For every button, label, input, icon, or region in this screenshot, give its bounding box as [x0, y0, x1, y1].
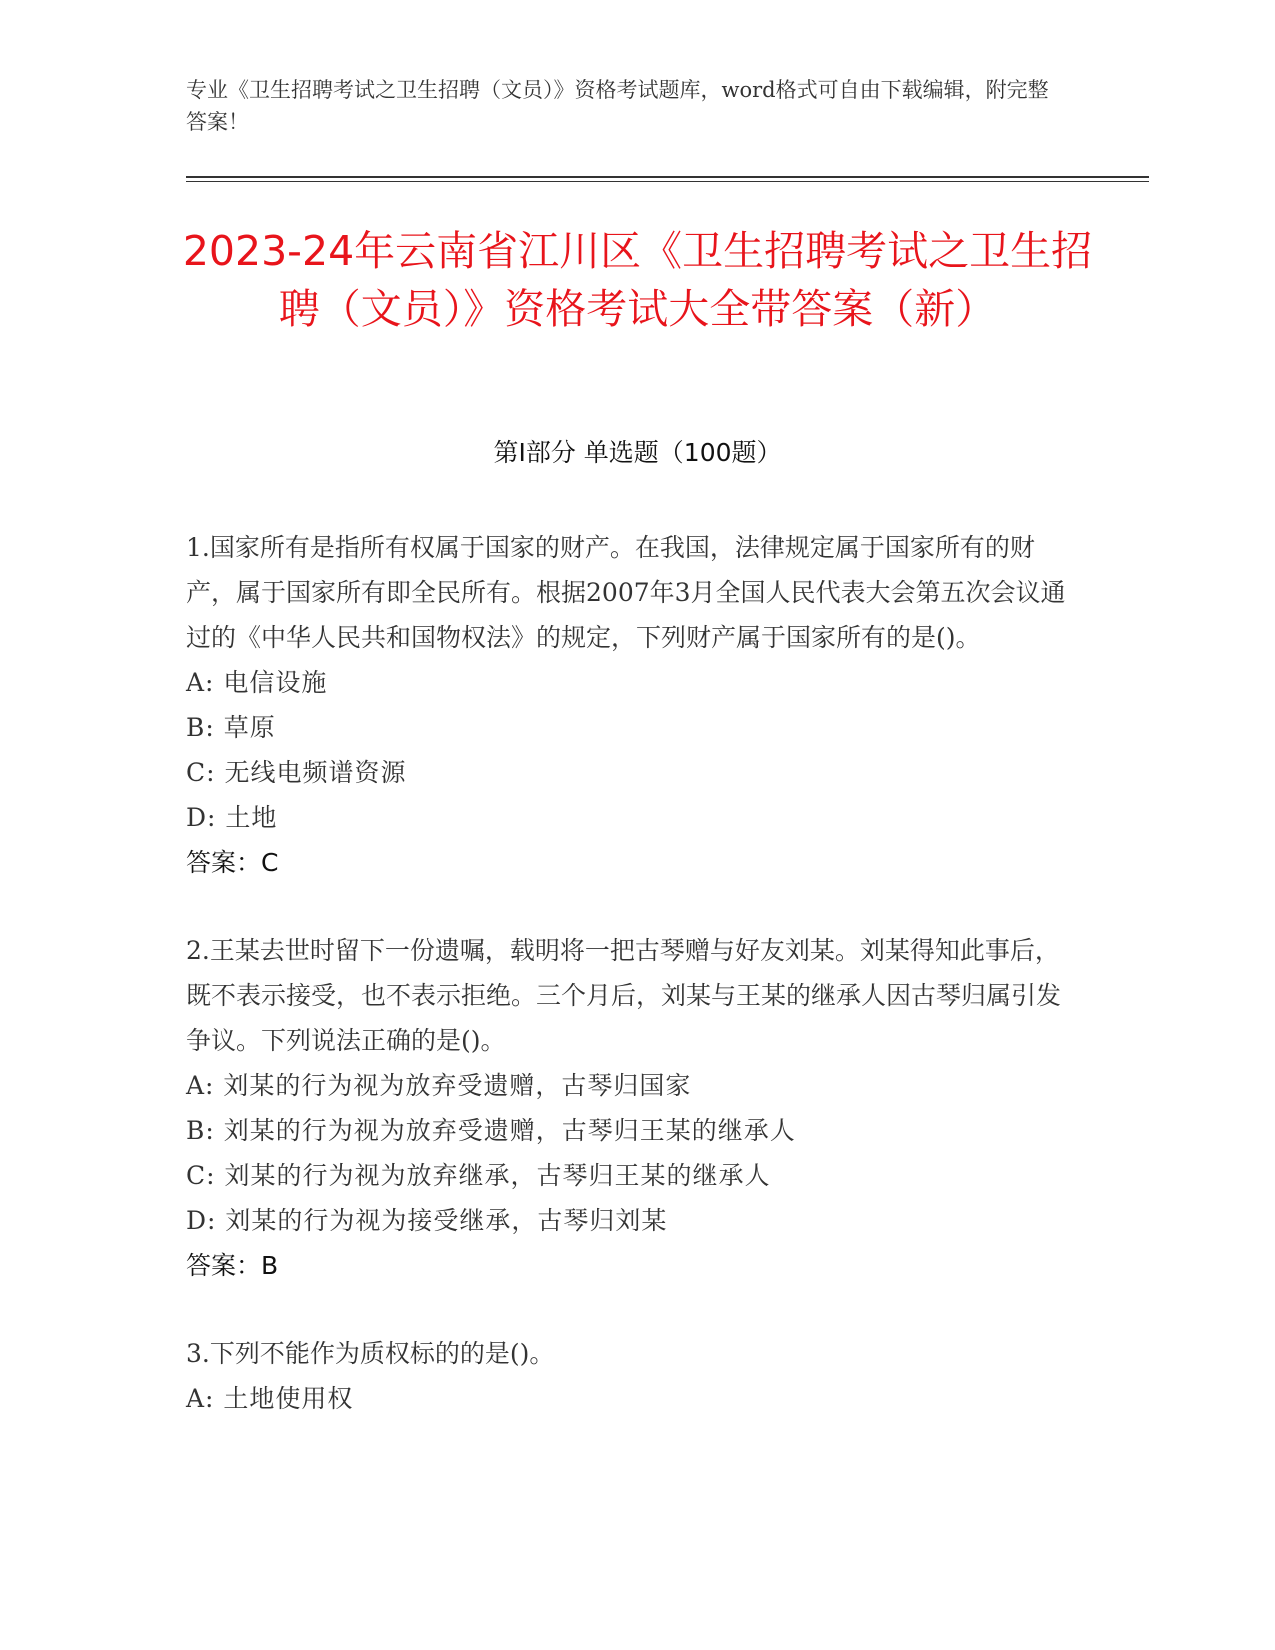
option-b: B: 刘某的行为视为放弃受遗赠，古琴归王某的继承人	[186, 1116, 796, 1145]
question-list	[186, 525, 1076, 1421]
section-title: 第Ⅰ部分 单选题（100题）	[493, 438, 782, 467]
question-2	[186, 928, 1076, 1288]
document-title: 2023-24年云南省江川区《卫生招聘考试之卫生招聘（文员）》资格考试大全带答案（新）	[182, 227, 1093, 333]
answer: 答案：C	[186, 848, 279, 877]
question-stem: 3.下列不能作为质权标的的是()。	[186, 1339, 555, 1368]
question-spacer	[186, 885, 1076, 928]
question-3	[186, 1331, 1076, 1421]
option-d: D: 刘某的行为视为接受继承，古琴归刘某	[186, 1206, 668, 1235]
question-spacer	[186, 1288, 1076, 1331]
option-d: D: 土地	[186, 803, 278, 832]
option-c: C: 无线电频谱资源	[186, 758, 407, 787]
question-1	[186, 525, 1076, 885]
option-a: A: 电信设施	[186, 668, 328, 697]
question-stem: 2.王某去世时留下一份遗嘱，载明将一把古琴赠与好友刘某。刘某得知此事后，既不表示接受，也不表示拒绝。三个月后，刘某与王某的继承人因古琴归属引发争议。下列说法正确的是()。	[186, 936, 1062, 1055]
option-c: C: 刘某的行为视为放弃继承，古琴归王某的继承人	[186, 1161, 771, 1190]
option-a: A: 刘某的行为视为放弃受遗赠，古琴归国家	[186, 1071, 692, 1100]
option-a: A: 土地使用权	[186, 1384, 354, 1413]
option-b: B: 草原	[186, 713, 276, 742]
header-divider-thin	[186, 181, 1149, 182]
header-divider-thick	[186, 176, 1149, 178]
header-note: 专业《卫生招聘考试之卫生招聘（文员）》资格考试题库，word格式可自由下载编辑，附完整答案！	[186, 78, 1049, 134]
answer: 答案：B	[186, 1251, 279, 1280]
question-stem: 1.国家所有是指所有权属于国家的财产。在我国，法律规定属于国家所有的财产，属于国家所有即全民所有。根据2007年3月全国人民代表大会第五次会议通过的《中华人民共和国物权法》的规定，下列财产属于国家所有的是()。	[186, 533, 1066, 652]
